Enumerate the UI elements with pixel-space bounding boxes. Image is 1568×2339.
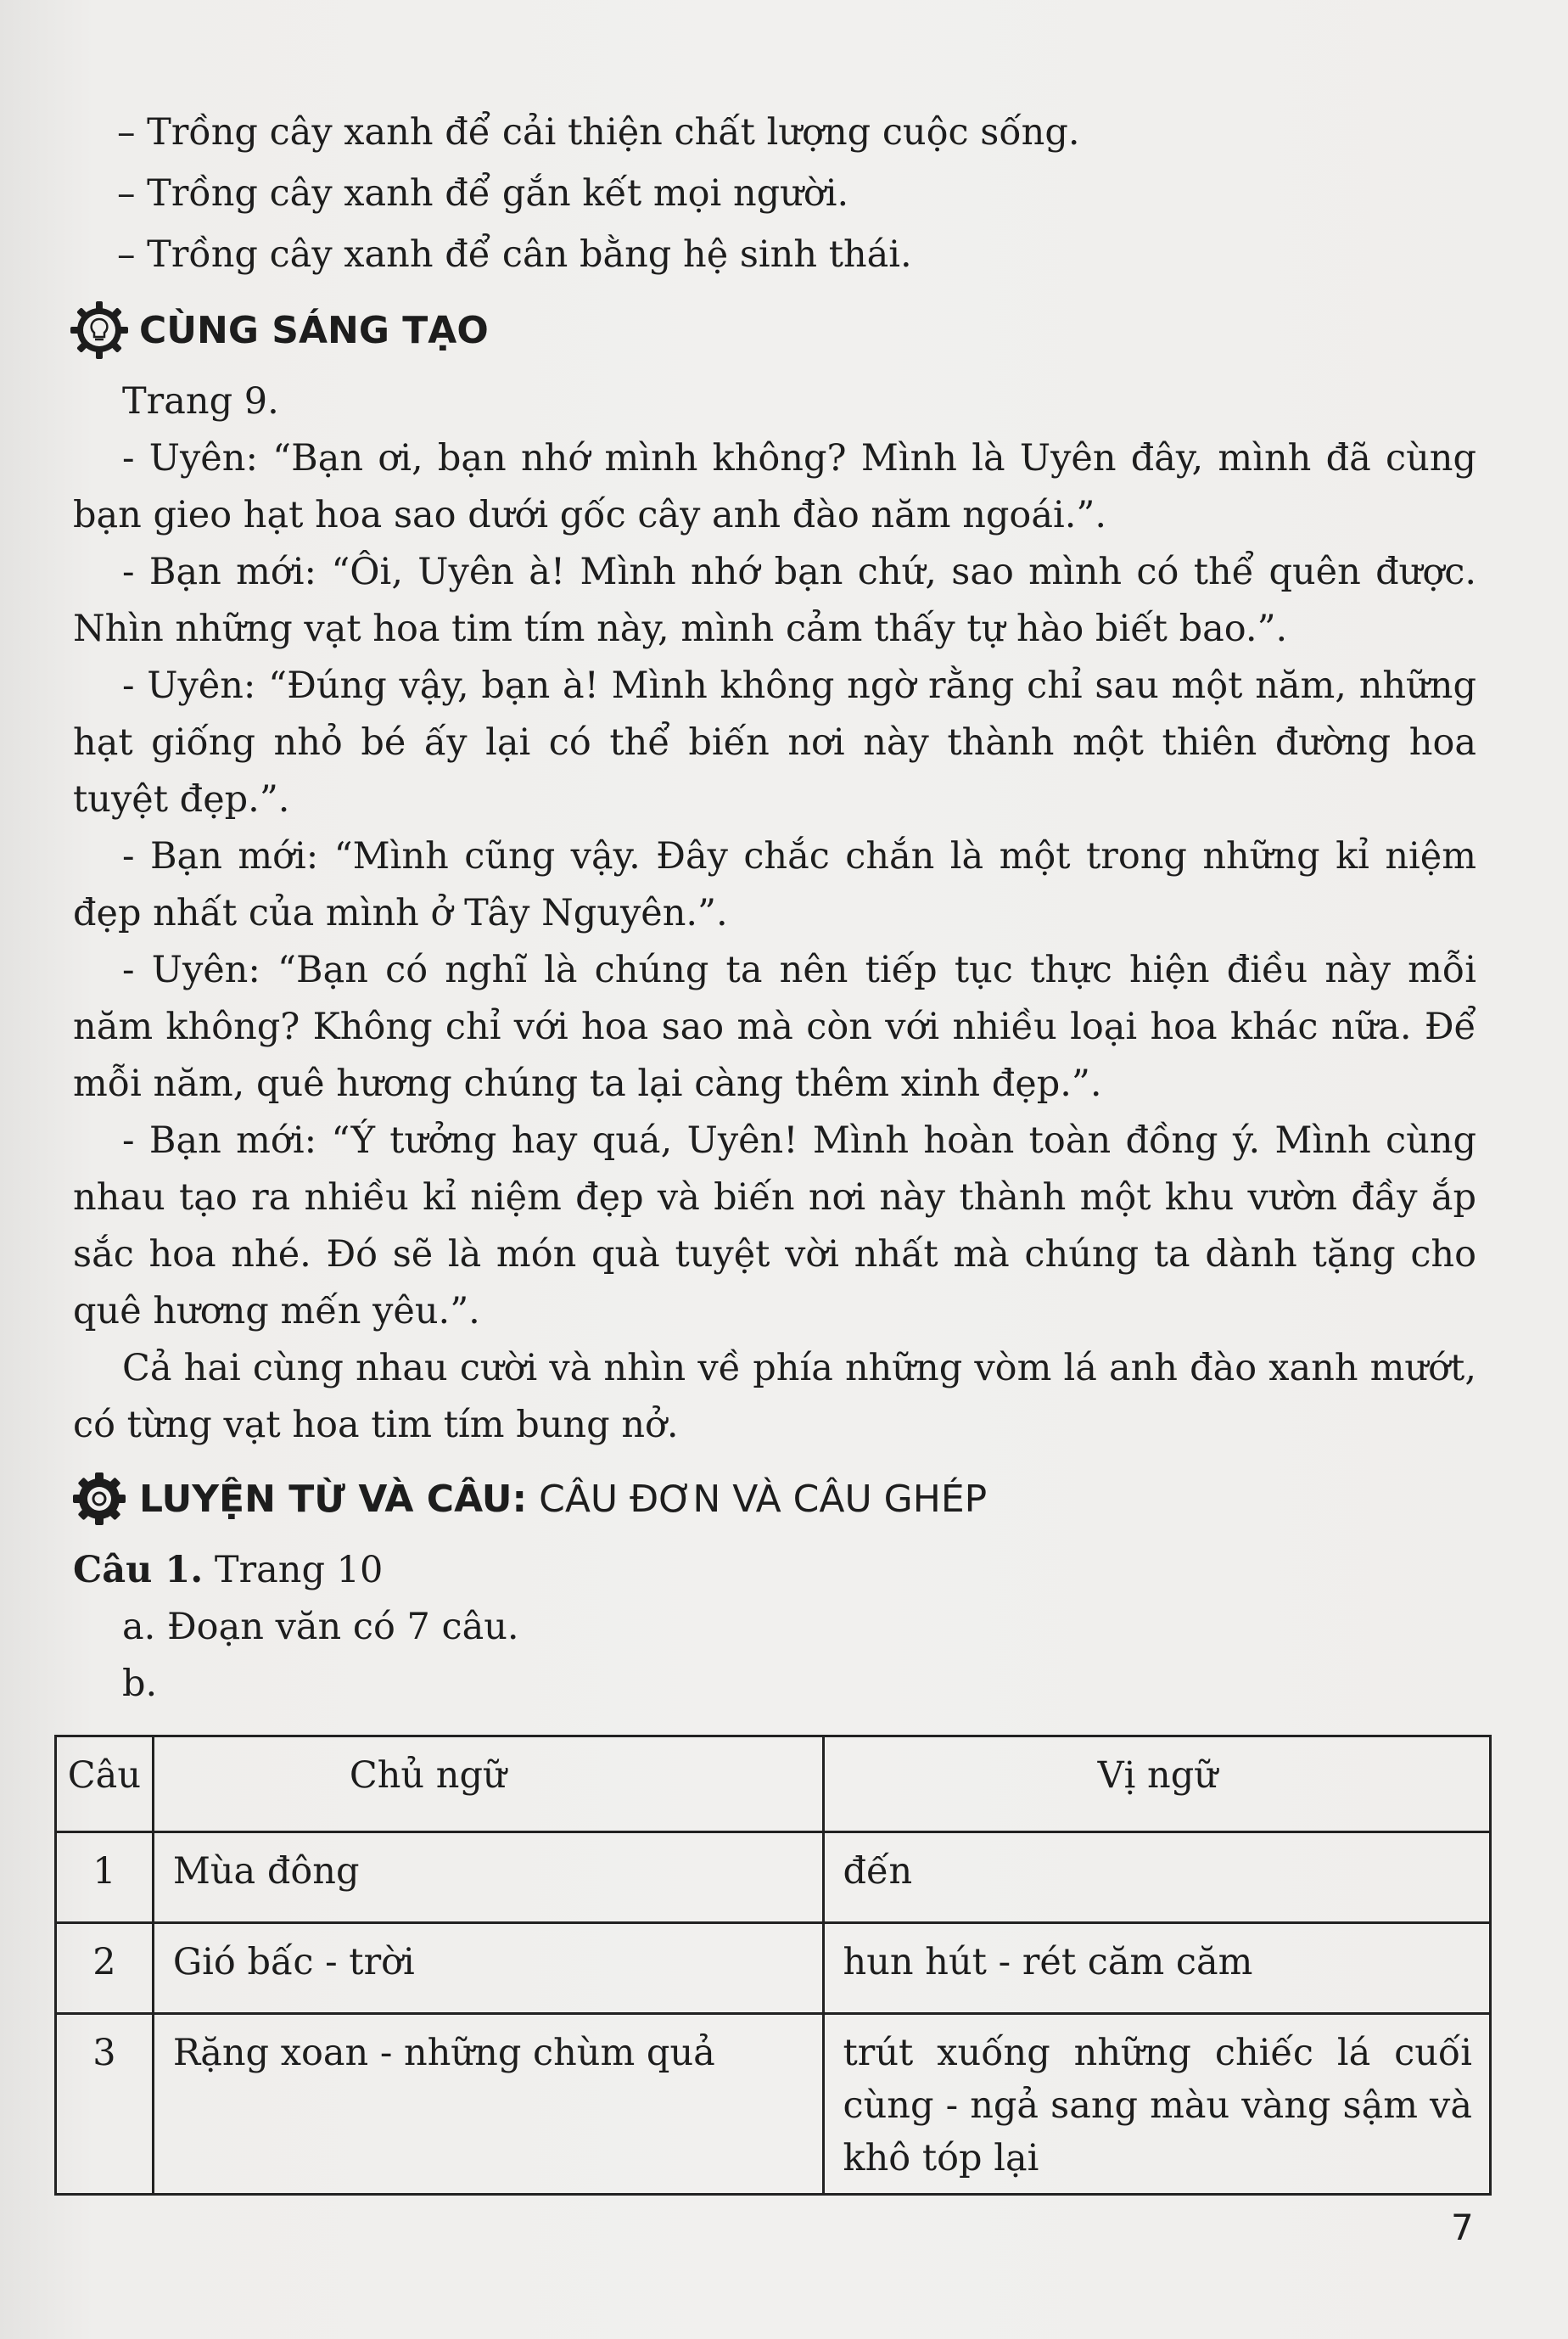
table-row [56, 1923, 1491, 2014]
section-heading-luyen-tu-va-cau [68, 1462, 1476, 1535]
table-cell: trút xuống những chiếc lá cuối cùng - ngả sang màu vàng sậm và khô tóp lại [823, 2014, 1490, 2195]
table-cell: hun hút - rét căm căm [823, 1923, 1490, 2014]
table-cell: Gió bấc - trời [153, 1923, 823, 2014]
section-title-rest: CÂU ĐƠN VÀ CÂU GHÉP [527, 1477, 988, 1521]
closing-paragraph: Cả hai cùng nhau cười và nhìn về phía những vòm lá anh đào xanh mướt, có từng vạt hoa tim tím bung nở. [73, 1347, 1476, 1446]
page-reference: Trang 9. [122, 380, 279, 423]
bullet-line: – Trồng cây xanh để cân bằng hệ sinh thái. [117, 233, 912, 276]
bullet-line: – Trồng cây xanh để gắn kết mọi người. [117, 172, 849, 215]
section-title: CÙNG SÁNG TẠO [139, 308, 489, 352]
table-row [56, 2014, 1491, 2195]
table-header-cell: Chủ ngữ [153, 1736, 823, 1832]
dialogue-paragraph: - Uyên: “Đúng vậy, bạn à! Mình không ngờ rằng chỉ sau một năm, những hạt giống nhỏ bé ấy lại có thể biến nơi này thành một thiên đường hoa tuyệt đẹp.”. [73, 665, 1476, 821]
table-cell: 2 [56, 1923, 154, 2014]
lightbulb-gear-icon [68, 299, 131, 362]
gear-icon [68, 1467, 131, 1530]
dialogue-paragraph: - Uyên: “Bạn ơi, bạn nhớ mình không? Mình là Uyên đây, mình đã cùng bạn gieo hạt hoa sao dưới gốc cây anh đào năm ngoái.”. [73, 437, 1476, 536]
dialogue-paragraph: - Uyên: “Bạn có nghĩ là chúng ta nên tiếp tục thực hiện điều này mỗi năm không? Không chỉ với hoa sao mà còn với nhiều loại hoa khác nữa. Để mỗi năm, quê hương chúng ta lại càng thêm xinh đẹp.”. [73, 949, 1476, 1105]
table-cell: 1 [56, 1832, 154, 1923]
page-content [67, 102, 1476, 2196]
table-cell: 3 [56, 2014, 154, 2195]
question-ref: Trang 10 [203, 1549, 384, 1591]
dialogue-paragraph: - Bạn mới: “Ý tưởng hay quá, Uyên! Mình hoàn toàn đồng ý. Mình cùng nhau tạo ra nhiều kỉ niệm đẹp và biến nơi này thành một khu vườn đầy ắp sắc hoa nhé. Đó sẽ là món quà tuyệt vời nhất mà chúng ta dành tặng cho quê hương mến yêu.”. [73, 1119, 1476, 1332]
section-heading-cung-sang-tao [68, 294, 1476, 367]
dialogue-paragraph: - Bạn mới: “Ôi, Uyên à! Mình nhớ bạn chứ, sao mình có thể quên được. Nhìn những vạt hoa tim tím này, mình cảm thấy tự hào biết bao.”. [73, 551, 1476, 650]
table-header-cell: Vị ngữ [823, 1736, 1490, 1832]
answer-a: a. Đoạn văn có 7 câu. [122, 1606, 519, 1648]
table-cell: Mùa đông [153, 1832, 823, 1923]
table-header-row [56, 1736, 1491, 1832]
table-row [56, 1832, 1491, 1923]
answer-b: b. [122, 1663, 158, 1705]
bullet-line: – Trồng cây xanh để cải thiện chất lượng cuộc sống. [117, 111, 1080, 154]
section-title-bold: LUYỆN TỪ VÀ CÂU: [139, 1477, 528, 1521]
table-cell: Rặng xoan - những chùm quả [153, 2014, 823, 2195]
table-header-cell: Câu [56, 1736, 154, 1832]
sentence-analysis-table [54, 1735, 1492, 2196]
page-number: 7 [1451, 2207, 1474, 2248]
table-cell: đến [823, 1832, 1490, 1923]
dialogue-paragraph: - Bạn mới: “Mình cũng vậy. Đây chắc chắn là một trong những kỉ niệm đẹp nhất của mình ở Tây Nguyên.”. [73, 835, 1476, 934]
question-label: Câu 1. [73, 1549, 204, 1591]
question-line [73, 1542, 1476, 1599]
